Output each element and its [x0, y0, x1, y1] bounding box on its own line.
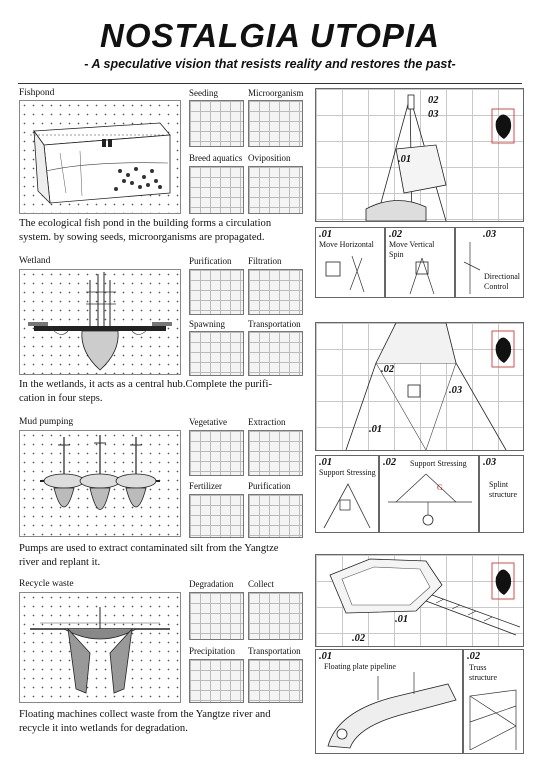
detail-move-horizontal: .01 Move Horizontal [315, 227, 385, 298]
fishpond-diagram [19, 100, 181, 214]
crane-detail-1 [315, 88, 524, 222]
caption-wetland: In the wetlands, it acts as a central hub.Complete the purifi- cation in four steps. [19, 379, 272, 404]
detail-support-stressing-1: .01 Support Stressing [315, 455, 379, 533]
page-title: NOSTALGIA UTOPIA [100, 17, 440, 54]
crane-detail-2 [315, 322, 524, 451]
mark-01-r1: .01 [398, 154, 412, 165]
thumb-label-oviposition: Oviposition [248, 153, 291, 163]
thumb-filtration [248, 269, 303, 315]
page-subtitle: - A speculative vision that resists reality and restores the past- [84, 57, 456, 71]
mark-01-r2: .01 [369, 424, 383, 435]
mark-02-r2: .02 [381, 364, 395, 375]
wetland-diagram [19, 269, 181, 375]
thumb-breed-aquatics [189, 166, 244, 214]
thumb-transportation-2 [248, 659, 303, 703]
mark-01-r3: .01 [395, 614, 409, 625]
thumb-transportation [248, 331, 303, 376]
thumb-extraction [248, 430, 303, 476]
thumb-precipitation [189, 659, 244, 703]
floating-platform-detail [315, 554, 524, 647]
detail-floating-plate-pipeline: .01 Floating plate pipeline [315, 649, 463, 754]
thumb-collect [248, 592, 303, 640]
thumb-seeding [189, 100, 244, 147]
detail-splint-structure: .03 Splint structure [479, 455, 524, 533]
thumb-microorganism [248, 100, 303, 147]
thumb-label-extraction: Extraction [248, 417, 286, 427]
thumb-label-transportation-2: Transportation [248, 646, 301, 656]
thumb-label-microorganism: Microorganism [248, 88, 304, 98]
thumb-oviposition [248, 166, 303, 214]
thumb-label-vegetative: Vegetative [189, 417, 227, 427]
thumb-label-breed-aquatics: Breed aquatics [189, 153, 243, 163]
section-label-mud-pumping: Mud pumping [19, 417, 74, 427]
thumb-spawning [189, 331, 244, 376]
recycle-waste-diagram [19, 592, 181, 703]
thumb-vegetative [189, 430, 244, 476]
thumb-label-purification-2: Purification [248, 481, 291, 491]
mark-02-r3: .02 [352, 633, 366, 644]
caption-fishpond: The ecological fish pond in the building forms a circulation system. by sowing seeds, microorganisms are propagated. [19, 218, 272, 243]
detail-move-vertical: .02 Move Vertical Spin [385, 227, 455, 298]
section-label-wetland: Wetland [19, 256, 51, 266]
thumb-label-fertilizer: Fertilizer [189, 481, 222, 491]
section-label-recycle-waste: Recycle waste [19, 579, 74, 589]
mark-02-r1: 02 [428, 95, 439, 106]
thumb-label-seeding: Seeding [189, 88, 218, 98]
caption-recycle-waste: Floating machines collect waste from the Yangtze river and recycle it into wetlands for degradation. [19, 709, 271, 734]
section-label-fishpond: Fishpond [19, 88, 55, 98]
thumb-fertilizer [189, 494, 244, 538]
thumb-label-degradation: Degradation [189, 579, 234, 589]
header-divider [18, 83, 522, 84]
thumb-label-filtration: Filtration [248, 256, 282, 266]
caption-mud-pumping: Pumps are used to extract contaminated silt from the Yangtze river and replant it. [19, 543, 279, 568]
thumb-degradation [189, 592, 244, 640]
detail-directional-control: .03 Directional Control [455, 227, 524, 298]
thumb-purification [189, 269, 244, 315]
thumb-label-transportation: Transportation [248, 319, 301, 329]
thumb-label-collect: Collect [248, 579, 274, 589]
thumb-label-purification: Purification [189, 256, 232, 266]
thumb-purification-2 [248, 494, 303, 538]
mark-03-r2: .03 [449, 385, 463, 396]
thumb-label-spawning: Spawning [189, 319, 225, 329]
thumb-label-precipitation: Precipitation [189, 646, 235, 656]
detail-truss-structure: .02 Truss structure [463, 649, 524, 754]
mark-03-r1: 03 [428, 109, 439, 120]
mud-pumping-diagram [19, 430, 181, 537]
detail-support-stressing-2: .02 Support Stressing G [379, 455, 479, 533]
